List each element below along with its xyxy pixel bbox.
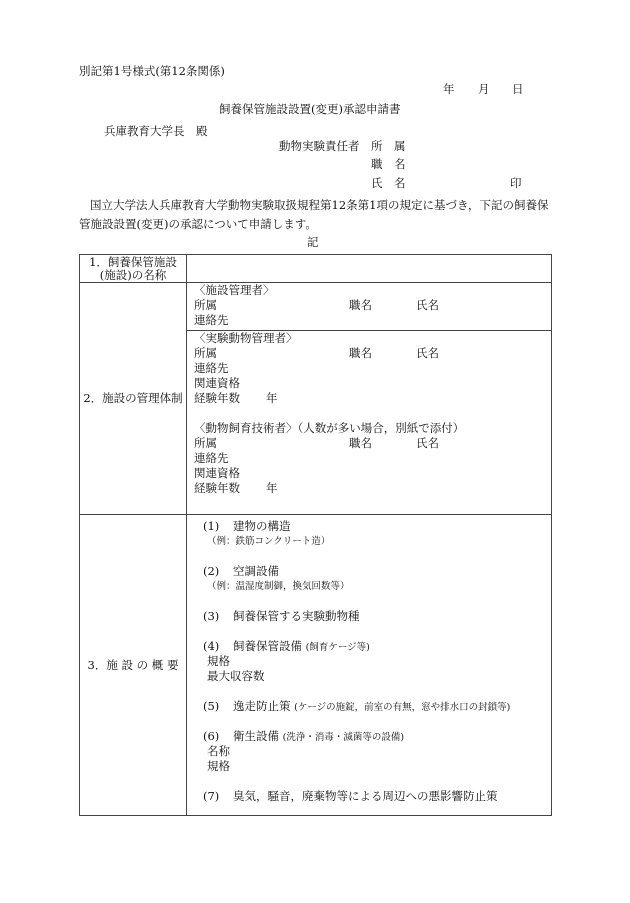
document-title: 飼養保管施設設置(変更)承認申請書: [219, 102, 401, 116]
staff-section: [187, 331, 552, 515]
technician-heading: 〈動物飼育技術者〉（人数が多い場合，別紙で添付）: [194, 421, 465, 435]
technician-contact: 連絡先: [194, 451, 229, 465]
overview-item-7: [194, 789, 551, 804]
date-day-label: 日: [512, 82, 524, 96]
overview-section: [187, 515, 552, 816]
facility-manager-section: [187, 283, 552, 331]
item-7-title: 臭気，騒音，廃棄物等による周辺への悪影響防止策: [232, 789, 498, 803]
facility-name-label-line2: (施設)の名称: [99, 267, 167, 282]
applicant-position-label: 職 名: [371, 157, 406, 171]
ki-marker: 記: [307, 235, 319, 249]
facility-name-label-line1: 1．飼養保管施設: [89, 254, 177, 269]
facility-manager-position: 職名: [349, 298, 372, 312]
technician-qualification: 関連資格: [194, 466, 240, 480]
item-1-title: 建物の構造: [232, 519, 291, 533]
applicant-name-label: 氏 名: [371, 176, 406, 190]
form-number: 別記第1号様式(第12条関係): [79, 64, 225, 78]
item-3-title: 飼養保管する実験動物種: [232, 609, 360, 623]
technician-experience: 経験年数: [194, 481, 240, 495]
item-4-title: 飼養保管設備: [232, 639, 302, 653]
item-4-spec: 規格: [207, 654, 230, 668]
item-3-number: (3): [203, 609, 220, 623]
animal-manager-position: 職名: [349, 346, 372, 360]
facility-manager-heading: 〈施設管理者〉: [194, 283, 275, 297]
overview-item-2: [194, 564, 551, 579]
item-2-number: (2): [203, 564, 220, 578]
animal-manager-experience: 経験年数: [194, 391, 240, 405]
table-row-overview: [80, 515, 552, 816]
table-row-management: [80, 283, 552, 331]
table-row-facility-name: [80, 255, 552, 283]
spacer: [194, 774, 551, 789]
item-1-number: (1): [203, 519, 220, 533]
overview-item-1: [194, 519, 551, 534]
body-text-line2: 管施設設置(変更)の承認について申請します。: [79, 217, 317, 231]
item-6-note: (洗浄・消毒・滅菌等の設備): [282, 732, 405, 743]
item-4-capacity: 最大収容数: [207, 669, 265, 683]
facility-manager-row: [194, 298, 551, 313]
animal-manager-experience-row: [194, 391, 551, 406]
date-month-label: 月: [478, 82, 490, 96]
technician-row: [194, 436, 551, 451]
animal-manager-heading: 〈実験動物管理者〉: [194, 331, 298, 345]
animal-manager-years: 年: [266, 391, 278, 405]
addressee: 兵庫教育大学長 殿: [104, 124, 208, 138]
item-6-number: (6): [203, 729, 220, 743]
facility-manager-contact: 連絡先: [194, 313, 229, 327]
item-1-example: （例：鉄筋コンクリート造）: [207, 536, 331, 547]
facility-manager-affiliation: 所属: [194, 298, 217, 312]
item-2-example: （例：温湿度制御，換気回数等）: [207, 581, 350, 592]
applicant-affiliation-label: 所 属: [371, 139, 406, 153]
management-label: 2．施設の管理体制: [80, 283, 187, 515]
item-5-note: (ケージの施錠，前室の有無，窓や排水口の封鎖等): [294, 702, 511, 713]
applicant-role: 動物実験責任者: [279, 139, 360, 153]
spacer: [194, 406, 551, 421]
facility-name-label: [80, 255, 187, 283]
technician-years: 年: [266, 481, 278, 495]
overview-item-6: [194, 729, 551, 744]
item-2-title: 空調設備: [232, 564, 279, 578]
item-7-number: (7): [203, 789, 220, 803]
item-6-name: 名称: [207, 744, 230, 758]
item-5-number: (5): [203, 699, 220, 713]
spacer: [194, 714, 551, 729]
overview-item-4: [194, 639, 551, 654]
overview-item-5: [194, 699, 551, 714]
date-year-label: 年: [443, 82, 455, 96]
body-text-line1: 国立大学法人兵庫教育大学動物実験取扱規程第12条第1項の規定に基づき，下記の飼養保: [90, 198, 549, 212]
technician-name: 氏名: [416, 436, 439, 450]
animal-manager-affiliation: 所属: [194, 346, 217, 360]
facility-name-field[interactable]: [187, 255, 552, 283]
item-4-number: (4): [203, 639, 220, 653]
animal-manager-contact: 連絡先: [194, 361, 229, 375]
application-table: [79, 254, 552, 816]
technician-affiliation: 所属: [194, 436, 217, 450]
spacer: [194, 549, 551, 564]
animal-manager-qualification: 関連資格: [194, 376, 240, 390]
item-6-title: 衛生設備: [232, 729, 279, 743]
seal-mark: 印: [510, 176, 522, 190]
technician-position: 職名: [349, 436, 372, 450]
spacer: [194, 624, 551, 639]
facility-manager-name: 氏名: [416, 298, 439, 312]
spacer: [194, 684, 551, 699]
overview-item-3: [194, 609, 551, 624]
animal-manager-row: [194, 346, 551, 361]
spacer: [194, 594, 551, 609]
item-5-title: 逸走防止策: [232, 699, 291, 713]
item-6-spec: 規格: [207, 759, 230, 773]
overview-label: 3．施 設 の 概 要: [80, 515, 187, 816]
animal-manager-name: 氏名: [416, 346, 439, 360]
item-4-note: (飼育ケージ等): [305, 642, 370, 653]
technician-experience-row: [194, 481, 551, 496]
